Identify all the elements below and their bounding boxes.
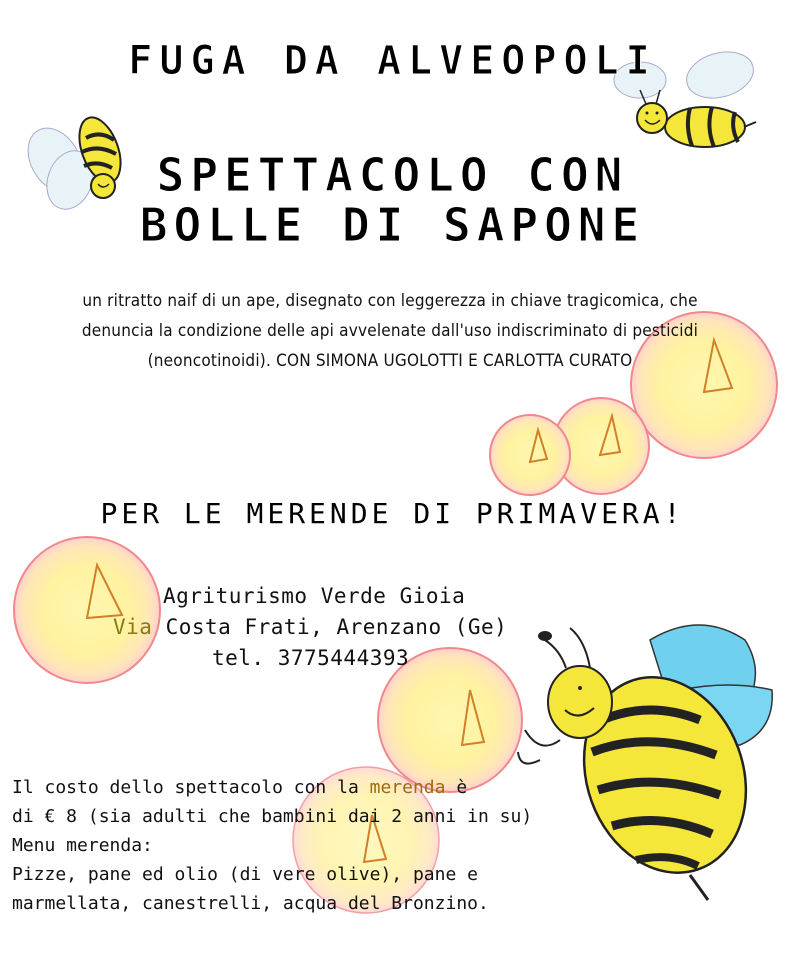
soap-bubble-icon xyxy=(14,537,160,683)
info-line-1b: è xyxy=(445,777,468,798)
info-line-3: Menu merenda: xyxy=(12,835,153,856)
info-line-5: marmellata, canestrelli, acqua del Bronzino. xyxy=(12,893,489,914)
info-line-2: di € 8 (sia adulti che bambini dai 2 anni in su) xyxy=(12,806,533,827)
page-title: FUGA DA ALVEOPOLI xyxy=(128,38,657,84)
soap-bubble-icon xyxy=(490,415,570,495)
info-line-1a: Il costo dello spettacolo con la xyxy=(12,777,370,798)
address-rest: Costa Frati, Arenzano (Ge) xyxy=(152,615,508,639)
info-line-1-highlight: merenda xyxy=(369,777,446,798)
info-line-4: Pizze, pane ed olio (di vere olive), pane e xyxy=(12,864,478,885)
subtitle-line-1: SPETTACOLO CON xyxy=(156,148,629,202)
venue-name: Agriturismo Verde Gioia xyxy=(163,584,466,608)
tagline: PER LE MERENDE DI PRIMAVERA! xyxy=(100,497,685,530)
price-and-menu xyxy=(12,773,532,918)
subtitle-line-2: BOLLE DI SAPONE xyxy=(139,198,646,252)
venue-address xyxy=(113,615,507,639)
address-prefix: Via xyxy=(113,615,153,639)
venue-phone: tel. 3775444393 xyxy=(212,646,410,670)
show-description: un ritratto naif di un ape, disegnato con leggerezza in chiave tragicomica, che denuncia la condizione delle api avvelenate dall'uso indiscriminato di pesticidi (neoncotinoidi). CON SIMONA UGOLOTTI E CARLOTTA CURATO xyxy=(81,291,699,371)
bee-icon xyxy=(518,625,772,900)
